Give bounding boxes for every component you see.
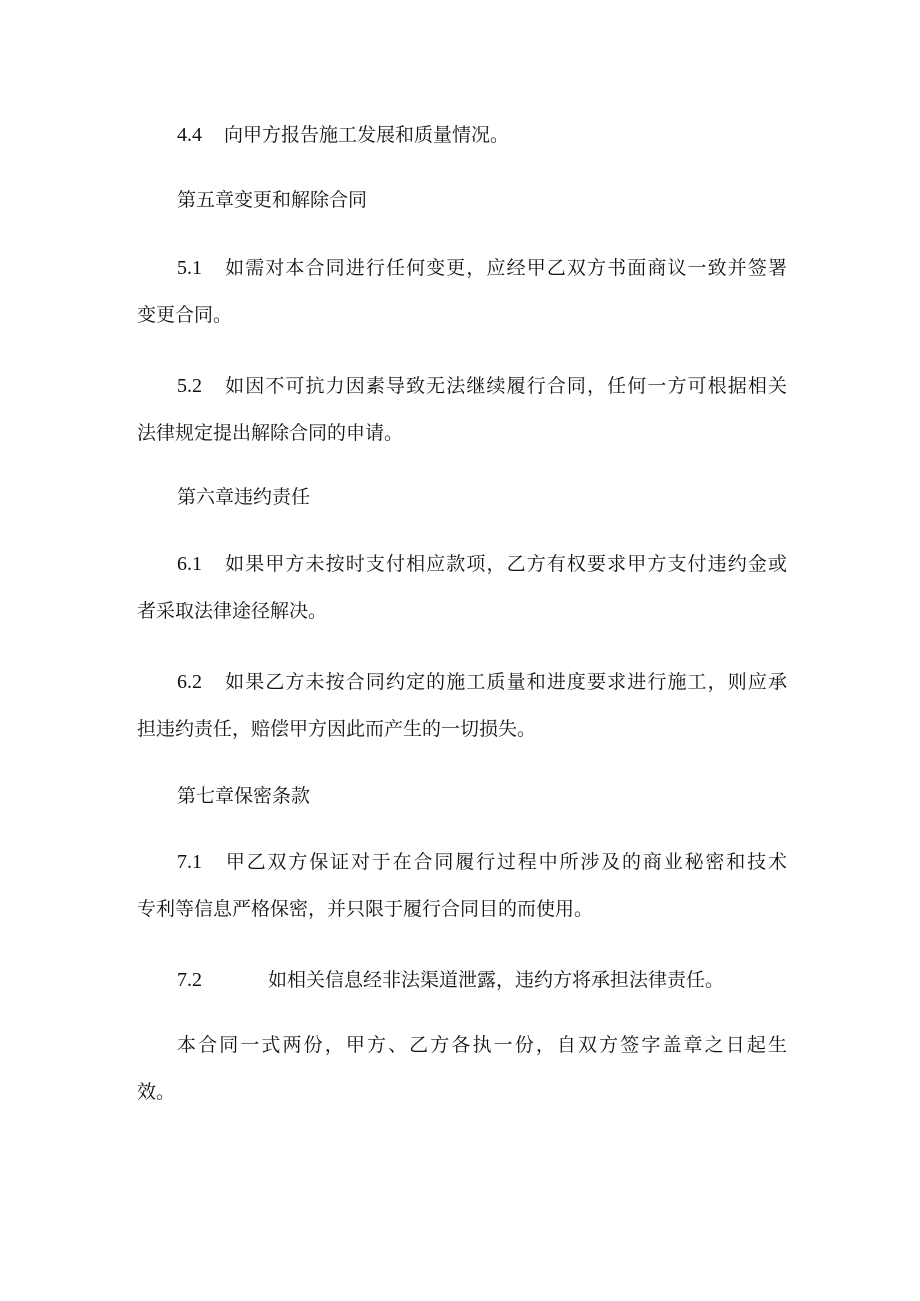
clause-number: 6.1 xyxy=(177,553,202,575)
chapter-title: 第七章保密条款 xyxy=(177,785,311,807)
clause-text: 如果乙方未按合同约定的施工质量和进度要求进行施工，则应承 xyxy=(224,671,787,693)
clause-7-1 xyxy=(137,839,787,933)
clause-7-1-line-1 xyxy=(137,839,787,886)
chapter-title: 第六章违约责任 xyxy=(177,486,311,508)
clause-6-2-line-1 xyxy=(137,659,787,706)
clause-number: 6.2 xyxy=(177,671,202,693)
clause-5-2-line-1 xyxy=(137,363,787,410)
clause-number: 7.2 xyxy=(177,969,202,991)
clause-text: 如果甲方未按时支付相应款项，乙方有权要求甲方支付违约金或 xyxy=(224,553,787,575)
clause-number: 4.4 xyxy=(177,124,202,146)
clause-number: 5.1 xyxy=(177,257,202,279)
closing-paragraph xyxy=(137,1022,787,1116)
chapter-6-heading xyxy=(137,474,787,521)
clause-number: 5.2 xyxy=(177,375,202,397)
clause-7-2 xyxy=(137,957,787,1004)
clause-text: 甲乙双方保证对于在合同履行过程中所涉及的商业秘密和技术 xyxy=(224,851,787,873)
clause-5-1-line-1 xyxy=(137,245,787,292)
clause-6-1 xyxy=(137,541,787,635)
clause-7-2-line xyxy=(137,957,787,1004)
clause-text: 向甲方报告施工发展和质量情况。 xyxy=(224,124,510,146)
chapter-title: 第五章变更和解除合同 xyxy=(177,189,368,211)
clause-5-1 xyxy=(137,245,787,339)
clause-6-1-line-1 xyxy=(137,541,787,588)
clause-7-1-line-2: 专利等信息严格保密，并只限于履行合同目的而使用。 xyxy=(137,898,594,920)
clause-6-2-line-2: 担违约责任，赔偿甲方因此而产生的一切损失。 xyxy=(137,718,537,740)
closing-line-1: 本合同一式两份，甲方、乙方各执一份，自双方签字盖章之日起生 xyxy=(177,1034,787,1056)
closing-line-2: 效。 xyxy=(137,1081,176,1103)
clause-5-2-line-2: 法律规定提出解除合同的申请。 xyxy=(137,422,404,444)
clause-5-1-line-2: 变更合同。 xyxy=(137,304,233,326)
chapter-5-heading xyxy=(137,177,787,224)
clause-text: 如相关信息经非法渠道泄露，违约方将承担法律责任。 xyxy=(268,969,725,991)
clause-text: 如需对本合同进行任何变更，应经甲乙双方书面商议一致并签署 xyxy=(224,257,787,279)
clause-6-1-line-2: 者采取法律途径解决。 xyxy=(137,600,328,622)
clause-4-4 xyxy=(137,112,787,159)
chapter-7-heading xyxy=(137,773,787,820)
clause-4-4-line xyxy=(137,112,787,159)
clause-text: 如因不可抗力因素导致无法继续履行合同，任何一方可根据相关 xyxy=(224,375,787,397)
clause-5-2 xyxy=(137,363,787,457)
clause-number: 7.1 xyxy=(177,851,202,873)
clause-6-2 xyxy=(137,659,787,753)
